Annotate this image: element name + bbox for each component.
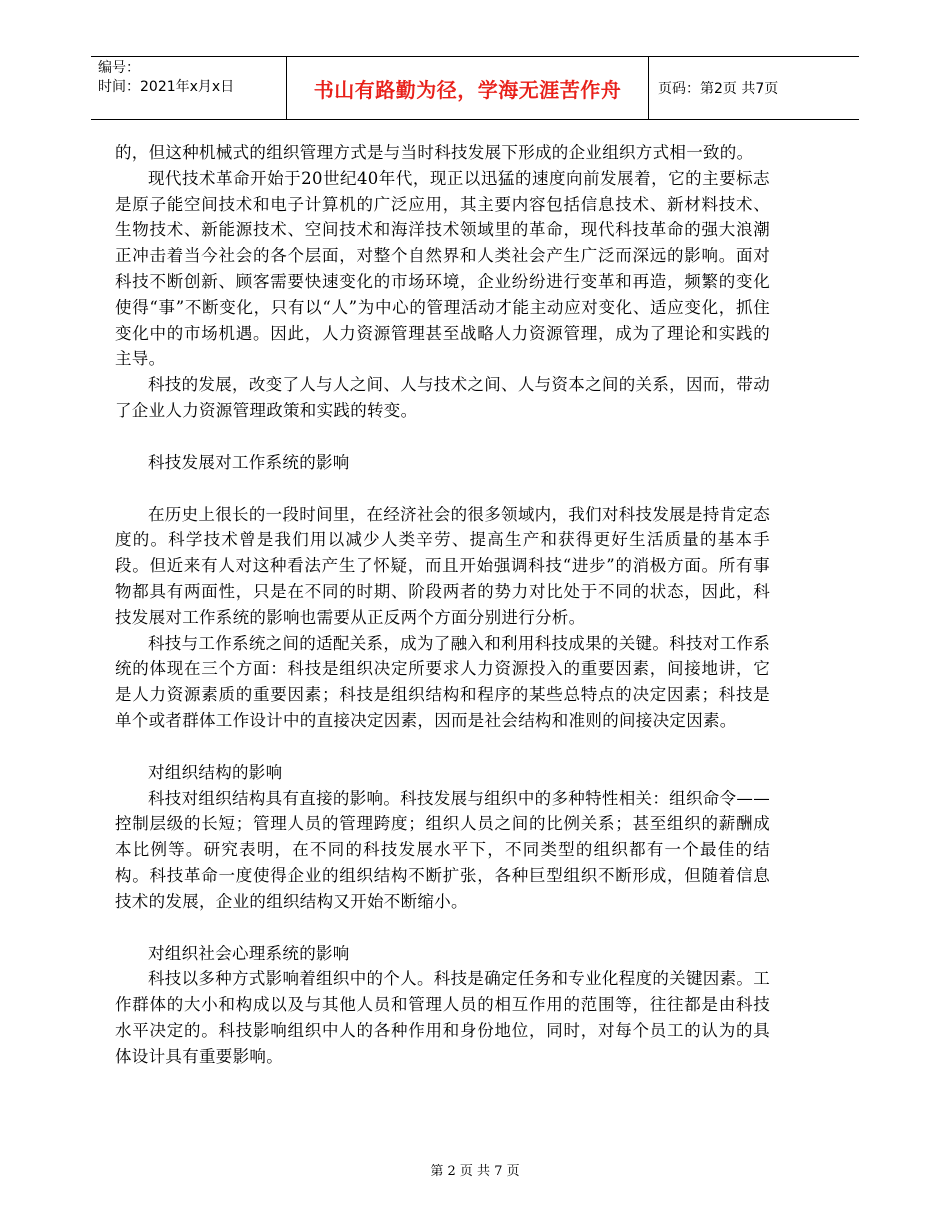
spacer [115,424,770,450]
header-meta [91,57,287,119]
paragraph: 现代技术革命开始于20世纪40年代，现正以迅猛的速度向前发展着，它的主要标志是原子能空间技术和电子计算机的广泛应用，其主要内容包括信息技术、新材料技术、生物技术、新能源技术、空间技术和海洋技术领域里的革命，现代科技革命的强大浪潮正冲击着当今社会的各个层面，对整个自然界和人类社会产生广泛而深远的影响。面对科技不断创新、顾客需要快速变化的市场环境，企业纷纷进行变革和再造，频繁的变化使得“事”不断变化，只有以“人”为中心的管理活动才能主动应对变化、适应变化，抓住变化中的市场机遇。因此，人力资源管理甚至战略人力资源管理，成为了理论和实践的主导。 [115,168,770,369]
document-body [115,140,770,1070]
section-heading: 对组织社会心理系统的影响 [148,943,350,963]
paragraph: 科技与工作系统之间的适配关系，成为了融入和利用科技成果的关键。科技对工作系统的体现在三个方面：科技是组织决定所要求人力资源投入的重要因素，间接地讲，它是人力资源素质的重要因素；科技是组织结构和程序的某些总特点的决定因素；科技是单个或者群体工作设计中的直接决定因素，因而是社会结构和准则的间接决定因素。 [115,633,770,730]
section-heading: 科技发展对工作系统的影响 [148,452,350,472]
page-header [91,56,859,120]
paragraph: 在历史上很长的一段时间里，在经济社会的很多领域内，我们对科技发展是持肯定态度的。科学技术曾是我们用以减少人类辛劳、提高生产和获得更好生活质量的基本手段。但近来有人对这种看法产生了怀疑，而且开始强调科技“进步”的消极方面。所有事物都具有两面性，只是在不同的时期、阶段两者的势力对比处于不同的状态，因此，科技发展对工作系统的影响也需要从正反两个方面分别进行分析。 [115,504,770,627]
paragraph: 科技对组织结构具有直接的影响。科技发展与组织中的多种特性相关：组织命令——控制层级的长短；管理人员的管理跨度；组织人员之间的比例关系；甚至组织的薪酬成本比例等。研究表明，在不同的科技发展水平下，不同类型的组织都有一个最佳的结构。科技革命一度使得企业的组织结构不断扩张，各种巨型组织不断形成，但随着信息技术的发展，企业的组织结构又开始不断缩小。 [115,788,770,911]
spacer [115,476,770,502]
spacer [115,915,770,941]
header-page-info: 页码：第2页 共7页 [658,81,779,97]
paragraph: 的，但这种机械式的组织管理方式是与当时科技发展下形成的企业组织方式相一致的。 [115,143,754,162]
time-label: 时间：2021年x月x日 [98,79,235,95]
spacer [115,734,770,760]
section-heading: 对组织结构的影响 [148,762,283,782]
paragraph: 科技的发展，改变了人与人之间、人与技术之间、人与资本之间的关系，因而，带动了企业人力资源管理政策和实践的转变。 [115,375,770,420]
paragraph: 科技以多种方式影响着组织中的个人。科技是确定任务和专业化程度的关键因素。工作群体的大小和构成以及与其他人员和管理人员的相互作用的范围等，往往都是由科技水平决定的。科技影响组织中人的各种作用和身份地位，同时，对每个员工的认为的具体设计具有重要影响。 [115,969,770,1066]
header-motto: 书山有路勤为径，学海无涯苦作舟 [287,57,649,119]
page-footer: 第 2 页 共 7 页 [430,1164,520,1179]
number-label: 编号： [98,60,140,76]
